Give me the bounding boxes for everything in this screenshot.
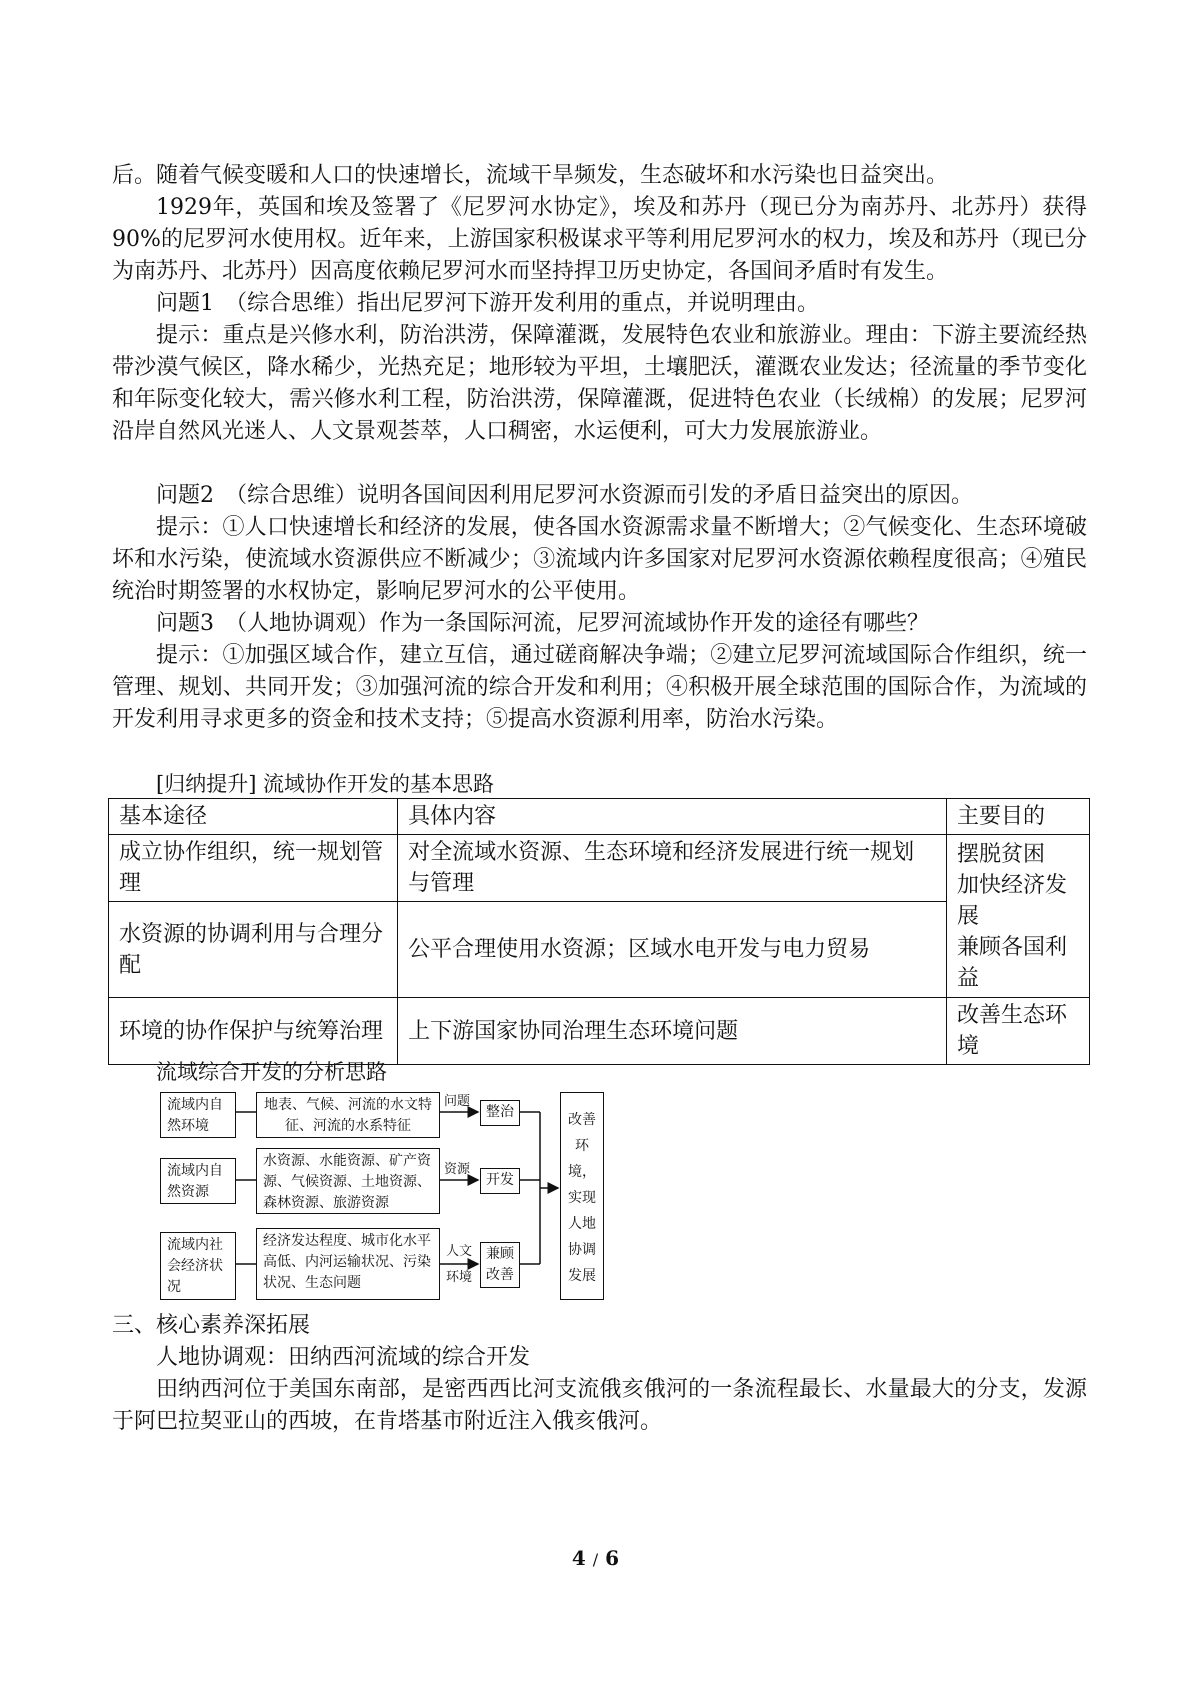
flow-box-natural-resources: 流域内自然资源 [160, 1158, 236, 1204]
cell-path: 水资源的协调利用与合理分配 [109, 902, 398, 998]
cell-content: 上下游国家协同治理生态环境问题 [398, 998, 947, 1065]
section-heading: 三、核心素养深拓展 [112, 1313, 311, 1338]
flow-box-governance: 整治 [480, 1100, 520, 1126]
flow-title: 流域综合开发的分析思路 [156, 1060, 387, 1084]
flow-box-result: 改善环境，实现人地协调发展 [560, 1092, 604, 1300]
flow-box-environment-features: 地表、气候、河流的水文特征、河流的水系特征 [256, 1092, 440, 1138]
summary-title: [归纳提升] 流域协作开发的基本思路 [156, 770, 776, 799]
answer-3: 提示：①加强区域合作，建立互信，通过磋商解决争端；②建立尼罗河流域国际合作组织，统一管理、规划、共同开发；③加强河流的综合开发和利用；④积极开展全球范围的国际合作，为流域的开发利用寻求更多的资金和技术支持；⑤提高水资源利用率，防治水污染。 [112, 643, 1087, 732]
arrow-label-resource: 资源 [444, 1162, 471, 1177]
paragraph-tennessee: 田纳西河位于美国东南部，是密西西比河支流俄亥俄河的一条流程最长、水量最大的分支，发源于阿巴拉契亚山的西坡，在肯塔基市附近注入俄亥俄河。 [112, 1377, 1087, 1434]
question-2: 问题2 （综合思维）说明各国间因利用尼罗河水资源而引发的矛盾日益突出的原因。 [156, 483, 973, 508]
header-path: 基本途径 [109, 799, 398, 835]
page-current: 4 [571, 1546, 586, 1570]
page-total: 6 [605, 1546, 620, 1570]
arrow-label-problem: 问题 [444, 1094, 471, 1109]
paragraph-nile-agreement: 1929年，英国和埃及签署了《尼罗河水协定》，埃及和苏丹（现已分为南苏丹、北苏丹）获得90%的尼罗河水使用权。近年来，上游国家积极谋求平等利用尼罗河水的权力，埃及和苏丹（现已分为南苏丹、北苏丹）因高度依赖尼罗河水而坚持捍卫历史协定，各国间矛盾时有发生。 [112, 195, 1087, 284]
header-content: 具体内容 [398, 799, 947, 835]
arrow-label-environment: 环境 [446, 1270, 473, 1285]
cell-goal-merged: 摆脱贫困 加快经济发展 兼顾各国利益 [946, 835, 1089, 998]
section-subheading: 人地协调观：田纳西河流域的综合开发 [156, 1345, 531, 1370]
flow-box-socioeconomic: 流域内社会经济状况 [160, 1232, 236, 1300]
paragraph-continued: 后。随着气候变暖和人口的快速增长，流域干旱频发，生态破坏和水污染也日益突出。 [112, 163, 949, 188]
cell-content: 公平合理使用水资源；区域水电开发与电力贸易 [398, 902, 947, 998]
cell-path: 成立协作组织，统一规划管理 [109, 835, 398, 902]
arrow-label-humanities: 人文 [446, 1244, 473, 1259]
question-1: 问题1 （综合思维）指出尼罗河下游开发利用的重点，并说明理由。 [156, 291, 819, 316]
flow-box-balance-improve: 兼顾改善 [480, 1242, 520, 1288]
answer-2: 提示：①人口快速增长和经济的发展，使各国水资源需求量不断增大；②气候变化、生态环境破坏和水污染，使流域水资源供应不断减少；③流域内许多国家对尼罗河水资源依赖程度很高；④殖民统治时期签署的水权协定，影响尼罗河水的公平使用。 [112, 515, 1087, 604]
answer-1: 提示：重点是兴修水利，防治洪涝，保障灌溉，发展特色农业和旅游业。理由：下游主要流经热带沙漠气候区，降水稀少，光热充足；地形较为平坦，土壤肥沃，灌溉农业发达；径流量的季节变化和年际变化较大，需兴修水利工程，防治洪涝，保障灌溉，促进特色农业（长绒棉）的发展；尼罗河沿岸自然风光迷人、人文景观荟萃，人口稠密，水运便利，可大力发展旅游业。 [112, 323, 1087, 444]
flow-box-resource-types: 水资源、水能资源、矿产资源、气候资源、土地资源、森林资源、旅游资源 [256, 1148, 440, 1214]
cell-goal: 改善生态环境 [946, 998, 1089, 1065]
flow-box-socioeconomic-features: 经济发达程度、城市化水平高低、内河运输状况、污染状况、生态问题 [256, 1228, 440, 1300]
header-goal: 主要目的 [946, 799, 1089, 835]
flow-box-development: 开发 [480, 1168, 520, 1194]
page-separator: / [592, 1550, 599, 1569]
page-number [0, 1546, 1191, 1570]
flow-box-natural-environment: 流域内自然环境 [160, 1092, 236, 1138]
question-3: 问题3 （人地协调观）作为一条国际河流，尼罗河流域协作开发的途径有哪些？ [156, 611, 929, 636]
cell-content: 对全流域水资源、生态环境和经济发展进行统一规划与管理 [398, 835, 947, 902]
cell-path: 环境的协作保护与统筹治理 [109, 998, 398, 1065]
